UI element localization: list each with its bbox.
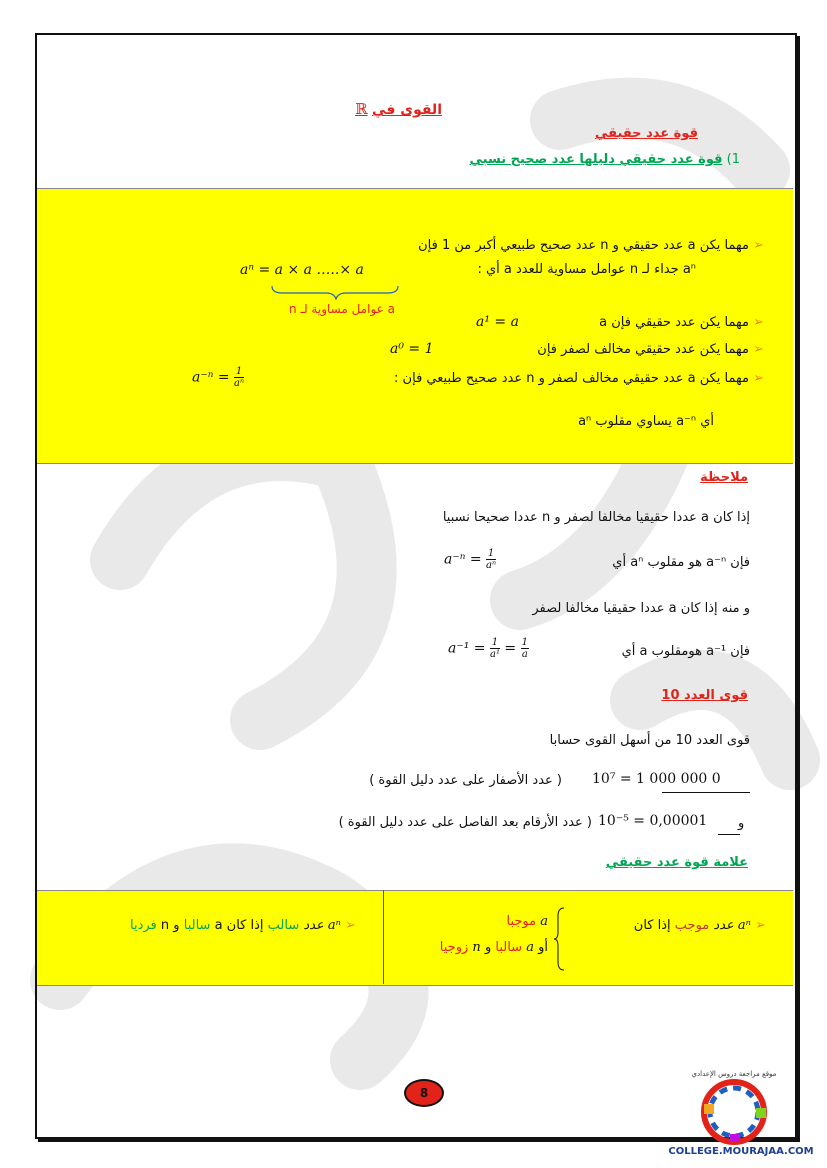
sign-case-1 bbox=[460, 914, 548, 929]
fraction bbox=[234, 366, 244, 389]
definition-line-1 bbox=[320, 238, 764, 253]
sign-table bbox=[37, 890, 793, 986]
definition-line-6: أي a⁻ⁿ يساوي مقلوب aⁿ bbox=[578, 414, 714, 429]
powers10-line-2-comment: ( عدد الأرقام بعد الفاصل على عدد دليل القوة ) bbox=[338, 815, 592, 830]
subsection-title: قوة عدد حقيقي دليلها عدد صحيح نسبي bbox=[469, 152, 723, 167]
fraction bbox=[490, 637, 500, 660]
sign-case-2-and: و bbox=[484, 940, 492, 955]
fraction-denominator: aⁿ bbox=[486, 560, 497, 571]
formula-lhs: a⁻¹ = bbox=[448, 640, 486, 657]
fraction bbox=[486, 548, 496, 571]
definition-line-3-text: مهما يكن عدد حقيقي فإن a bbox=[599, 315, 749, 330]
powers10-line-1-comment: ( عدد الأصفار على عدد دليل القوة ) bbox=[369, 773, 562, 788]
bullet-arrow-icon: ➢ bbox=[755, 918, 766, 933]
sign-case-2-n: n bbox=[472, 940, 481, 955]
definition-line-3 bbox=[560, 315, 764, 330]
powers10-title: قوى العدد 10 bbox=[661, 688, 748, 703]
powers10-line-2-formula: 10⁻⁵ = 0,00001 bbox=[598, 813, 708, 829]
note-line-2-formula bbox=[444, 548, 540, 571]
formula-lhs: a⁻ⁿ = bbox=[192, 369, 230, 386]
bullet-arrow-icon: ➢ bbox=[753, 371, 764, 386]
page-number-badge: 8 bbox=[404, 1079, 444, 1107]
subsection-number: 1) bbox=[726, 152, 740, 167]
definition-line-5-text: مهما يكن a عدد حقيقي مخالف لصفر و n عدد صحيح طبيعي فإن : bbox=[394, 371, 749, 386]
underline-rule bbox=[662, 792, 750, 793]
powers10-line-1-formula: 10⁷ = 1 000 000 0 bbox=[592, 771, 721, 787]
sign-case-1-a: a bbox=[540, 914, 548, 929]
site-logo-icon bbox=[686, 1068, 782, 1148]
definition-line-4-formula: a⁰ = 1 bbox=[390, 341, 434, 357]
note-line-4-text: فإن a⁻¹ هومقلوب a أي bbox=[621, 644, 750, 659]
definition-line-5 bbox=[270, 371, 764, 386]
note-line-2-text: فإن a⁻ⁿ هو مقلوب aⁿ أي bbox=[612, 555, 750, 570]
definition-line-4 bbox=[460, 342, 764, 357]
fraction-denominator: a¹ bbox=[489, 649, 500, 660]
underbrace-graphic bbox=[270, 284, 400, 300]
footer-url[interactable]: COLLEGE.MOURAJAA.COM bbox=[668, 1146, 814, 1157]
powers10-intro: قوى العدد 10 من أسهل القوى حسابا bbox=[549, 733, 750, 748]
fraction-numerator: 1 bbox=[235, 366, 243, 377]
sign-left-negative-2: سالبا bbox=[183, 918, 211, 933]
sign-case-2 bbox=[400, 940, 548, 955]
definition-line-2-formula: aⁿ = a × a …..× a bbox=[240, 262, 364, 278]
sign-case-2-or: أو bbox=[538, 940, 548, 955]
sign-title: علامة قوة عدد حقيقي bbox=[605, 855, 748, 870]
sign-case-2-a: a bbox=[526, 940, 534, 955]
bullet-arrow-icon: ➢ bbox=[753, 342, 764, 357]
sign-case-1-positive: موجبا bbox=[506, 914, 537, 929]
sign-right-lead bbox=[580, 918, 766, 933]
site-logo-text: موقع مراجعة دروس الإعدادي bbox=[691, 1070, 777, 1078]
definition-line-5-formula bbox=[192, 366, 272, 389]
note-title: ملاحظة bbox=[700, 470, 748, 485]
sign-right-if: إذا كان bbox=[633, 918, 671, 933]
underline-rule bbox=[718, 834, 740, 835]
sign-left-negative: سالب bbox=[267, 918, 300, 933]
sign-left-and-n: و n bbox=[160, 918, 180, 933]
fraction-numerator: 1 bbox=[487, 548, 495, 559]
definition-line-3-formula: a¹ = a bbox=[476, 314, 519, 330]
definition-line-1-text: مهما يكن a عدد حقيقي و n عدد صحيح طبيعي أكبر من 1 فإن bbox=[418, 238, 749, 253]
note-line-4-formula: a⁻¹ = $\frac{1}{\text{a¹}}$ = $\frac{1}{a}$ bbox=[448, 637, 528, 660]
formula-lhs: a⁻ⁿ = bbox=[444, 551, 482, 568]
sign-case-2-even: زوجيا bbox=[439, 940, 469, 955]
sign-table-divider bbox=[383, 890, 384, 984]
page-title bbox=[300, 100, 442, 118]
definition-line-4-text: مهما يكن عدد حقيقي مخالف لصفر فإن bbox=[537, 342, 749, 357]
fraction-numerator: 1 bbox=[521, 637, 528, 648]
note-line-3: و منه إذا كان a عددا حقيقيا مخالفا لصفر bbox=[532, 601, 750, 616]
bullet-arrow-icon: ➢ bbox=[753, 315, 764, 330]
sign-left-if: إذا كان a bbox=[214, 918, 264, 933]
sign-left-an: aⁿ عدد bbox=[303, 918, 341, 933]
section-title: قوة عدد حقيقي bbox=[595, 126, 698, 141]
sign-right-an: aⁿ عدد bbox=[713, 918, 751, 933]
underbrace-label: a عوامل مساوية لـ n bbox=[289, 302, 395, 316]
definition-line-2-text: aⁿ جداء لـ n عوامل مساوية للعدد a أي : bbox=[477, 262, 696, 277]
fraction-denominator: aⁿ bbox=[234, 378, 245, 389]
powers10-line-2-prefix: و bbox=[738, 816, 745, 831]
fraction-denominator: a bbox=[521, 649, 528, 660]
sign-left-line bbox=[60, 918, 356, 933]
sign-case-2-negative: سالبا bbox=[495, 940, 523, 955]
note-line-1: إذا كان a عددا حقيقيا مخالفا لصفر و n عددا صحيحا نسبيا bbox=[442, 510, 750, 525]
fraction-numerator: 1 bbox=[491, 637, 499, 648]
real-numbers-symbol: ℝ bbox=[355, 100, 368, 118]
subsection-heading bbox=[380, 152, 740, 167]
sign-left-odd: فرديا bbox=[130, 918, 157, 933]
bullet-arrow-icon: ➢ bbox=[753, 238, 764, 253]
bullet-arrow-icon: ➢ bbox=[345, 918, 356, 933]
curly-brace-graphic bbox=[554, 906, 568, 972]
page-title-text: القوى في bbox=[372, 102, 442, 118]
sign-right-positive: موجب bbox=[674, 918, 710, 933]
fraction bbox=[521, 637, 529, 660]
